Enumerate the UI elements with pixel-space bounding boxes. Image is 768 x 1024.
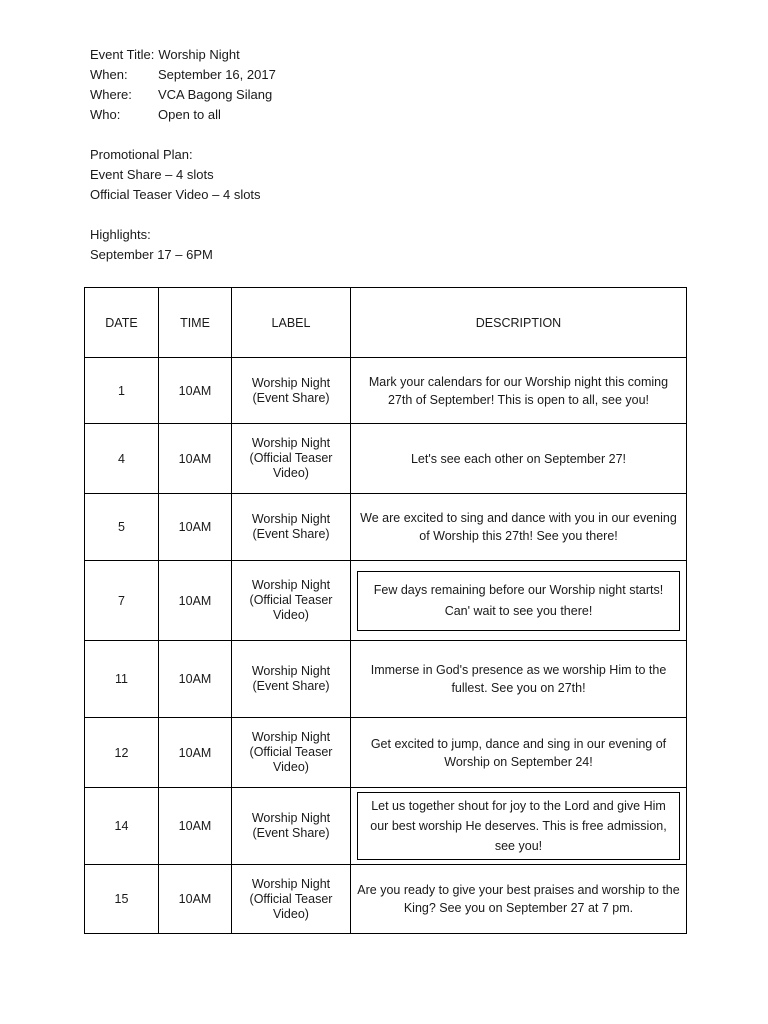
- label-line: (Event Share): [252, 826, 330, 840]
- cell-label: [232, 358, 351, 424]
- column-header-label: LABEL: [232, 288, 351, 358]
- event-title-value: Worship Night: [158, 47, 240, 62]
- cell-label: [232, 865, 351, 934]
- label-line: Video): [273, 760, 309, 774]
- cell-description: [351, 718, 687, 788]
- cell-description: [351, 494, 687, 561]
- cell-label: [232, 718, 351, 788]
- promo-heading: Promotional Plan:: [90, 147, 193, 162]
- cell-date: 5: [85, 494, 159, 561]
- cell-time: 10AM: [159, 494, 232, 561]
- cell-time: 10AM: [159, 865, 232, 934]
- cell-label: [232, 424, 351, 494]
- cell-time: 10AM: [159, 788, 232, 865]
- cell-label: [232, 788, 351, 865]
- cell-time: 10AM: [159, 358, 232, 424]
- label-line: Worship Night: [251, 512, 331, 526]
- event-title-key: Event Title:: [90, 47, 155, 62]
- label-line: Worship Night: [251, 436, 331, 450]
- description-text: Let's see each other on September 27!: [410, 451, 627, 466]
- cell-date: 12: [85, 718, 159, 788]
- table-row: [85, 718, 687, 788]
- highlights-item: September 17 – 6PM: [90, 247, 213, 262]
- event-who-value: Open to all: [158, 107, 221, 122]
- column-header-date: DATE: [85, 288, 159, 358]
- cell-description: [351, 788, 687, 865]
- cell-description: [351, 358, 687, 424]
- cell-date: 1: [85, 358, 159, 424]
- event-title-line: [90, 45, 276, 65]
- label-line: Video): [273, 608, 309, 622]
- event-who-key: Who:: [90, 107, 121, 122]
- promo-schedule-table: [84, 287, 687, 934]
- description-text: Immerse in God's presence as we worship Him to the fullest. See you on 27th!: [370, 663, 667, 695]
- label-line: (Event Share): [252, 679, 330, 693]
- cell-date: 14: [85, 788, 159, 865]
- cell-time: 10AM: [159, 561, 232, 641]
- description-text: Get excited to jump, dance and sing in our evening of Worship on September 24!: [370, 736, 667, 769]
- label-line: Worship Night: [251, 811, 331, 825]
- event-when-line: [90, 65, 276, 85]
- cell-description: [351, 561, 687, 641]
- cell-date: 15: [85, 865, 159, 934]
- description-text: Let us together shout for joy to the Lord and give Him our best worship He deserves. This is free admission, see you!: [357, 792, 680, 860]
- cell-time: 10AM: [159, 641, 232, 718]
- table-row: [85, 641, 687, 718]
- table-row: [85, 358, 687, 424]
- promo-item: Official Teaser Video – 4 slots: [90, 187, 261, 202]
- event-where-value: VCA Bagong Silang: [158, 87, 273, 102]
- description-text: Mark your calendars for our Worship night this coming 27th of September! This is open to all, see you!: [368, 374, 669, 407]
- description-text: Few days remaining before our Worship night starts! Can' wait to see you there!: [357, 571, 680, 631]
- cell-time: 10AM: [159, 718, 232, 788]
- table-header-row: [85, 288, 687, 358]
- label-line: Video): [273, 466, 309, 480]
- label-line: Worship Night: [251, 664, 331, 678]
- highlights-heading: Highlights:: [90, 227, 151, 242]
- label-line: Worship Night: [251, 876, 331, 891]
- event-when-value: September 16, 2017: [158, 67, 276, 82]
- column-header-time: TIME: [159, 288, 232, 358]
- event-info: [90, 45, 276, 265]
- label-line: (Official Teaser: [249, 593, 333, 607]
- cell-date: 4: [85, 424, 159, 494]
- table-row: [85, 494, 687, 561]
- promo-item: Event Share – 4 slots: [90, 167, 214, 182]
- cell-date: 7: [85, 561, 159, 641]
- cell-description: [351, 865, 687, 934]
- cell-label: [232, 641, 351, 718]
- label-line: Video): [273, 906, 309, 921]
- table-row: [85, 424, 687, 494]
- table-row: [85, 865, 687, 934]
- cell-description: [351, 641, 687, 718]
- cell-label: [232, 494, 351, 561]
- label-line: (Event Share): [252, 390, 330, 405]
- description-text: Are you ready to give your best praises and worship to the King? See you on September 27 at 7 pm.: [357, 883, 680, 915]
- description-text: We are excited to sing and dance with you in our evening of Worship this 27th! See you there!: [360, 511, 677, 543]
- event-when-key: When:: [90, 67, 128, 82]
- table-row: [85, 561, 687, 641]
- cell-label: [232, 561, 351, 641]
- label-line: Worship Night: [251, 375, 331, 390]
- event-who-line: [90, 105, 276, 125]
- label-line: Worship Night: [251, 730, 331, 744]
- label-line: (Official Teaser: [249, 451, 333, 465]
- label-line: Worship Night: [251, 578, 331, 592]
- label-line: (Official Teaser: [249, 745, 333, 759]
- label-line: (Official Teaser: [249, 891, 333, 906]
- event-where-line: [90, 85, 276, 105]
- table-row: [85, 788, 687, 865]
- cell-description: [351, 424, 687, 494]
- cell-date: 11: [85, 641, 159, 718]
- cell-time: 10AM: [159, 424, 232, 494]
- event-where-key: Where:: [90, 87, 132, 102]
- label-line: (Event Share): [252, 527, 330, 541]
- column-header-description: DESCRIPTION: [351, 288, 687, 358]
